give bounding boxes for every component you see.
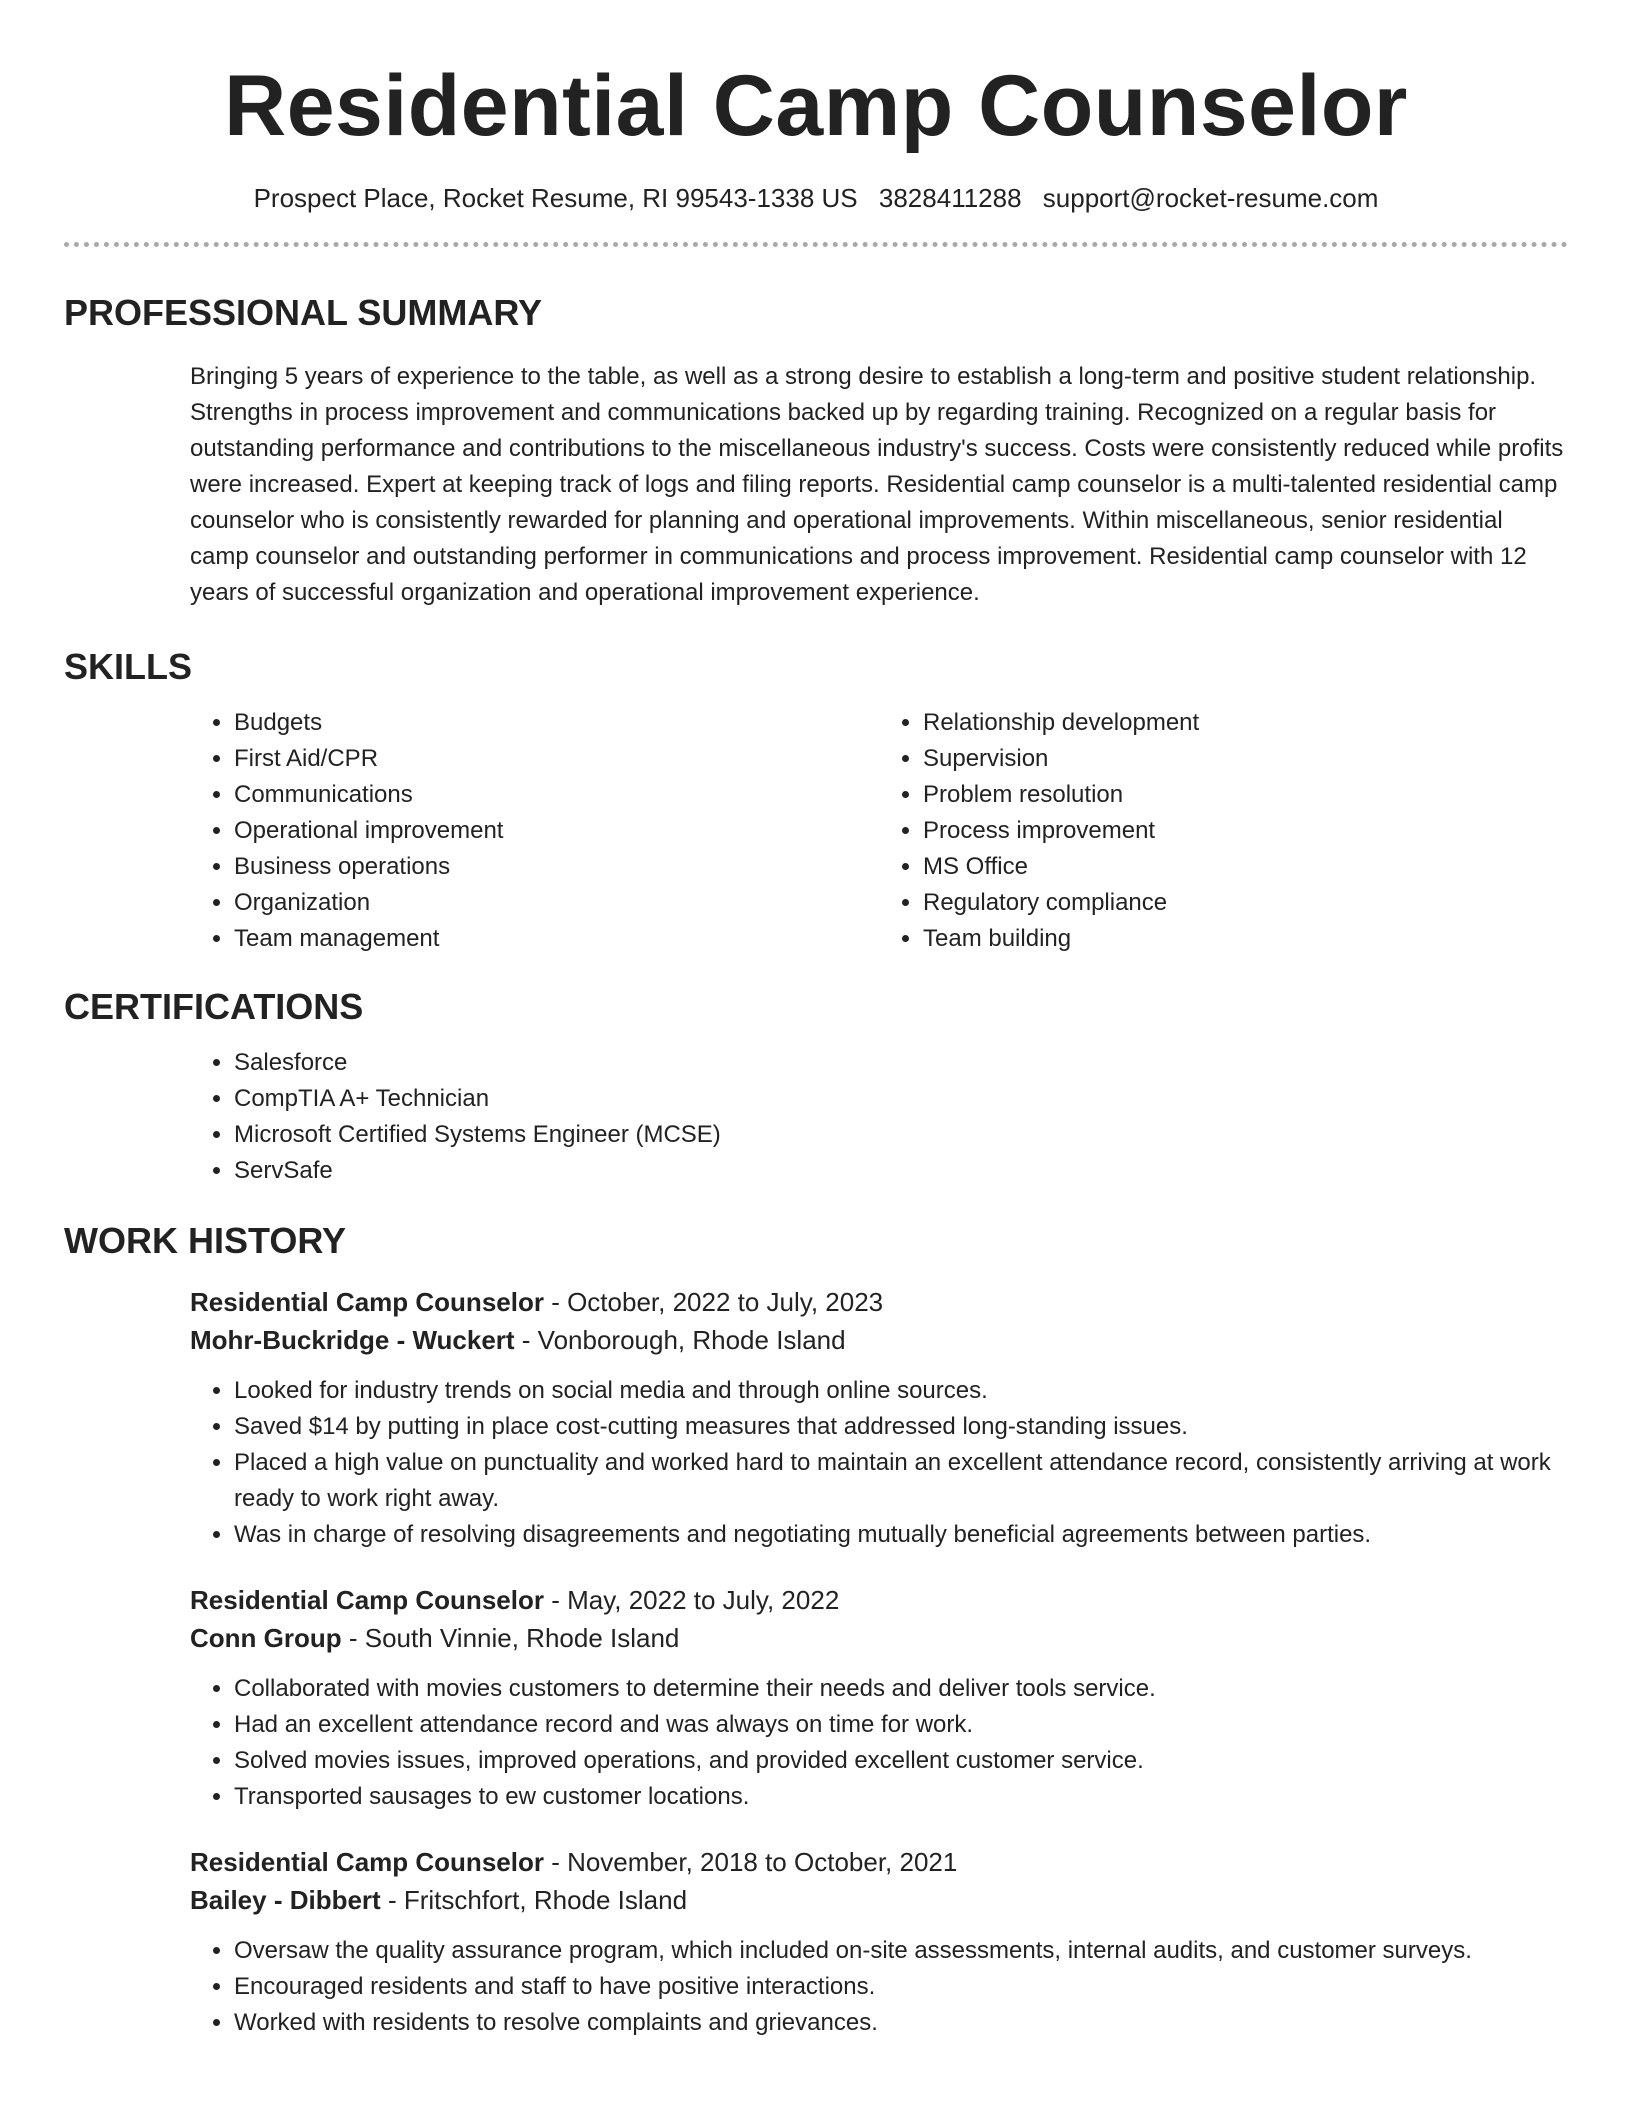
- job-entry: [190, 1283, 1568, 1553]
- job-role-line: [190, 1283, 1568, 1321]
- list-item: • Microsoft Certified Systems Engineer (MCSE): [234, 1117, 1568, 1153]
- job-company: Mohr-Buckridge - Wuckert: [190, 1325, 515, 1355]
- job-bullets: [190, 1933, 1568, 2041]
- summary-title: PROFESSIONAL SUMMARY: [64, 292, 543, 333]
- list-item: • Relationship development: [923, 705, 1568, 741]
- list-item: • Team building: [923, 921, 1568, 957]
- list-item: • Solved movies issues, improved operations, and provided excellent customer service.: [234, 1743, 1568, 1779]
- job-role: Residential Camp Counselor: [190, 1585, 544, 1615]
- list-item: • Supervision: [923, 741, 1568, 777]
- list-item: • Team management: [234, 921, 879, 957]
- job-company-line: [190, 1321, 1568, 1359]
- skills-section: [64, 645, 1568, 957]
- summary-section: [64, 291, 1568, 611]
- list-item: • Encouraged residents and staff to have positive interactions.: [234, 1969, 1568, 2005]
- header-divider: [64, 242, 1568, 247]
- list-item: • Salesforce: [234, 1045, 1568, 1081]
- list-item: • Worked with residents to resolve complaints and grievances.: [234, 2005, 1568, 2041]
- job-entry: [190, 1843, 1568, 2041]
- certifications-list: [190, 1045, 1568, 1189]
- list-item: • Operational improvement: [234, 813, 879, 849]
- list-item: • MS Office: [923, 849, 1568, 885]
- list-item: • Had an excellent attendance record and was always on time for work.: [234, 1707, 1568, 1743]
- contact-address: Prospect Place, Rocket Resume, RI 99543-1338 US: [253, 183, 858, 213]
- job-company-line: [190, 1881, 1568, 1919]
- list-item: • Saved $14 by putting in place cost-cutting measures that addressed long-standing issues.: [234, 1409, 1568, 1445]
- job-company-line: [190, 1619, 1568, 1657]
- skills-list-right: [879, 705, 1568, 957]
- list-item: • Budgets: [234, 705, 879, 741]
- work-title: WORK HISTORY: [64, 1220, 347, 1261]
- list-item: • Looked for industry trends on social media and through online sources.: [234, 1373, 1568, 1409]
- summary-text: Bringing 5 years of experience to the table, as well as a strong desire to establish a long-term and positive student relationship. Strengths in process improvement and communications backed up by regarding training. Recognized on a regular basis for outstanding performance and contributions to the miscellaneous industry's success. Costs were consistently reduced while profits were increased. Expert at keeping track of logs and filing reports. Residential camp counselor is a multi-talented residential camp counselor who is consistently rewarded for planning and operational improvements. Within miscellaneous, senior residential camp counselor and outstanding performer in communications and process improvement. Residential camp counselor with 12 years of successful organization and operational improvement experience.: [190, 363, 1564, 606]
- job-company: Bailey - Dibbert: [190, 1885, 381, 1915]
- job-location: - Fritschfort, Rhode Island: [380, 1885, 688, 1915]
- list-item: • Transported sausages to ew customer locations.: [234, 1779, 1568, 1815]
- skills-title: SKILLS: [64, 646, 193, 687]
- list-item: • Problem resolution: [923, 777, 1568, 813]
- job-entry: [190, 1581, 1568, 1815]
- list-item: • Oversaw the quality assurance program, which included on-site assessments, internal audits, and customer surveys.: [234, 1933, 1568, 1969]
- job-bullets: [190, 1671, 1568, 1815]
- list-item: • Business operations: [234, 849, 879, 885]
- skills-list-left: [190, 705, 879, 957]
- work-jobs: [64, 1283, 1568, 2041]
- list-item: • ServSafe: [234, 1153, 1568, 1189]
- contact-email: support@rocket-resume.com: [1042, 183, 1379, 213]
- job-company: Conn Group: [190, 1623, 342, 1653]
- list-item: • Was in charge of resolving disagreements and negotiating mutually beneficial agreements between parties.: [234, 1517, 1568, 1553]
- contact-line: [64, 180, 1568, 216]
- list-item: • Collaborated with movies customers to determine their needs and deliver tools service.: [234, 1671, 1568, 1707]
- job-role-line: [190, 1581, 1568, 1619]
- job-role-line: [190, 1843, 1568, 1881]
- skills-columns: [190, 689, 1568, 957]
- list-item: • Communications: [234, 777, 879, 813]
- work-section: [64, 1219, 1568, 2041]
- job-bullets: [190, 1373, 1568, 1553]
- list-item: • Organization: [234, 885, 879, 921]
- job-location: - Vonborough, Rhode Island: [514, 1325, 846, 1355]
- list-item: • CompTIA A+ Technician: [234, 1081, 1568, 1117]
- contact-phone: 3828411288: [878, 183, 1022, 213]
- certifications-title: CERTIFICATIONS: [64, 986, 364, 1027]
- list-item: • Regulatory compliance: [923, 885, 1568, 921]
- job-role: Residential Camp Counselor: [190, 1847, 544, 1877]
- list-item: • First Aid/CPR: [234, 741, 879, 777]
- job-dates: - October, 2022 to July, 2023: [543, 1287, 884, 1317]
- certifications-section: [64, 985, 1568, 1189]
- job-dates: - May, 2022 to July, 2022: [543, 1585, 840, 1615]
- job-dates: - November, 2018 to October, 2021: [543, 1847, 958, 1877]
- list-item: • Process improvement: [923, 813, 1568, 849]
- list-item: • Placed a high value on punctuality and worked hard to maintain an excellent attendance record, consistently arriving at work ready to work right away.: [234, 1445, 1568, 1517]
- job-role: Residential Camp Counselor: [190, 1287, 544, 1317]
- job-location: - South Vinnie, Rhode Island: [341, 1623, 680, 1653]
- resume-name: Residential Camp Counselor: [224, 58, 1408, 154]
